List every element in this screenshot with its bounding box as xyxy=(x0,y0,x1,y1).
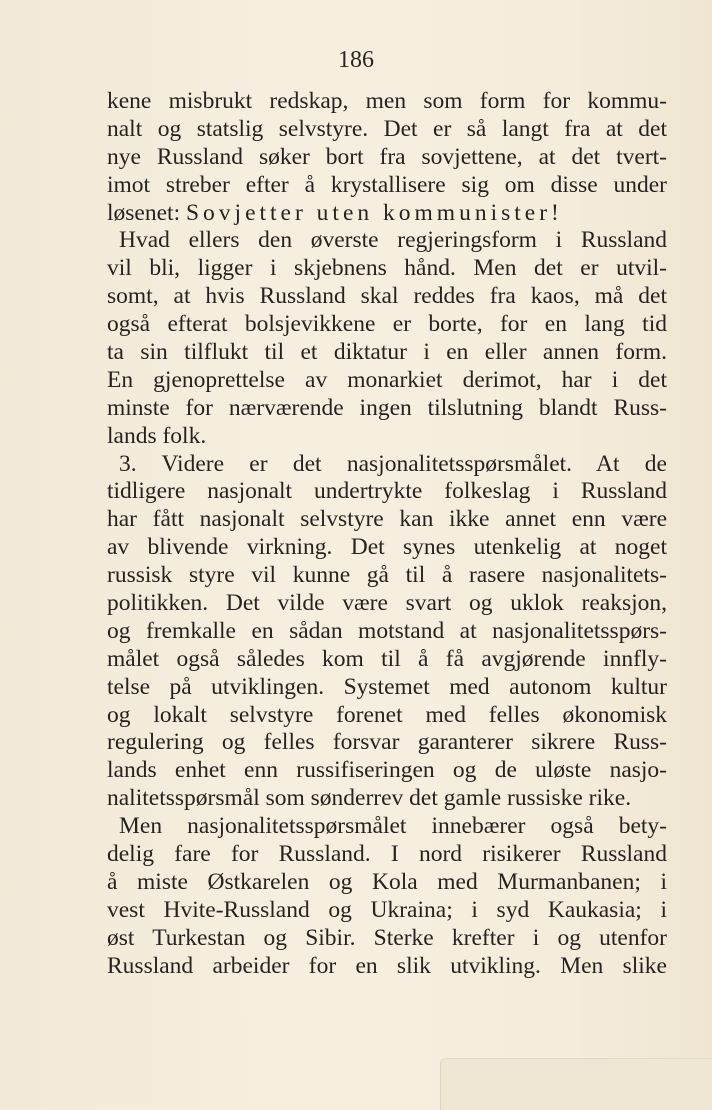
text-line: lands enhet enn russifiseringen og de uløste nasjo- xyxy=(107,757,667,784)
text-line: kene misbrukt redskap, men som form for kommu- xyxy=(107,88,667,114)
text-line: 3. Videre er det nasjonalitetsspørsmålet. At de xyxy=(119,450,667,477)
text-line: imot streber efter å krystallisere sig om disse under xyxy=(107,171,667,198)
text-line: øst Turkestan og Sibir. Sterke krefter i og utenfor xyxy=(107,924,667,951)
text-line: også efterat bolsjevikkene er borte, for en lang tid xyxy=(107,311,667,338)
text-line: lands folk. xyxy=(107,422,207,449)
text-line: regulering og felles forsvar garanterer sikrere Russ- xyxy=(107,729,667,756)
text-line: russisk styre vil kunne gå til å rasere nasjonalitets- xyxy=(107,562,667,589)
text-line: og fremkalle en sådan motstand at nasjonalitetsspørs- xyxy=(107,617,667,644)
text-line: somt, at hvis Russland skal reddes fra kaos, må det xyxy=(107,283,667,310)
text-line: vest Hvite-Russland og Ukraina; i syd Kaukasia; i xyxy=(107,896,667,923)
text-line: tidligere nasjonalt undertrykte folkeslag i Russland xyxy=(107,478,667,505)
text-line: målet også således kom til å få avgjørende innfly- xyxy=(107,645,667,672)
text-line-start: løsenet: xyxy=(107,199,186,226)
text-line: telse på utviklingen. Systemet med autonom kultur xyxy=(107,673,667,700)
text-line xyxy=(107,200,667,228)
text-line: Hvad ellers den øverste regjeringsform i Russland xyxy=(119,227,667,254)
page-corner-mark xyxy=(440,1058,712,1110)
body-text xyxy=(107,88,667,981)
text-line: har fått nasjonalt selvstyre kan ikke annet enn være xyxy=(107,506,667,533)
text-line: og lokalt selvstyre forenet med felles økonomisk xyxy=(107,701,667,728)
text-line: å miste Østkarelen og Kola med Murmanbanen; i xyxy=(107,868,667,895)
text-line: av blivende virkning. Det synes utenkelig at noget xyxy=(107,534,667,561)
text-line: Russland arbeider for en slik utvikling. Men slike xyxy=(107,952,667,979)
page-number: 186 xyxy=(338,47,374,73)
text-line: vil bli, ligger i skjebnens hånd. Men det er utvil- xyxy=(107,255,667,282)
text-line: Men nasjonalitetsspørsmålet innebærer også bety- xyxy=(119,813,667,840)
text-line: delig fare for Russland. I nord risikerer Russland xyxy=(107,841,667,868)
text-line: En gjenoprettelse av monarkiet derimot, har i det xyxy=(107,366,667,393)
text-line: nye Russland søker bort fra sovjettene, at det tvert- xyxy=(107,143,667,170)
text-line: minste for nærværende ingen tilslutning blandt Russ- xyxy=(107,394,667,421)
spaced-emphasis: Sovjetter uten kommunister! xyxy=(185,199,563,226)
text-line: nalitetsspørsmål som sønderrev det gamle russiske rike. xyxy=(107,785,632,812)
text-line: politikken. Det vilde være svart og uklok reaksjon, xyxy=(107,590,667,617)
text-line: ta sin tilflukt til et diktatur i en eller annen form. xyxy=(107,339,667,366)
text-line: nalt og statslig selvstyre. Det er så langt fra at det xyxy=(107,115,667,142)
